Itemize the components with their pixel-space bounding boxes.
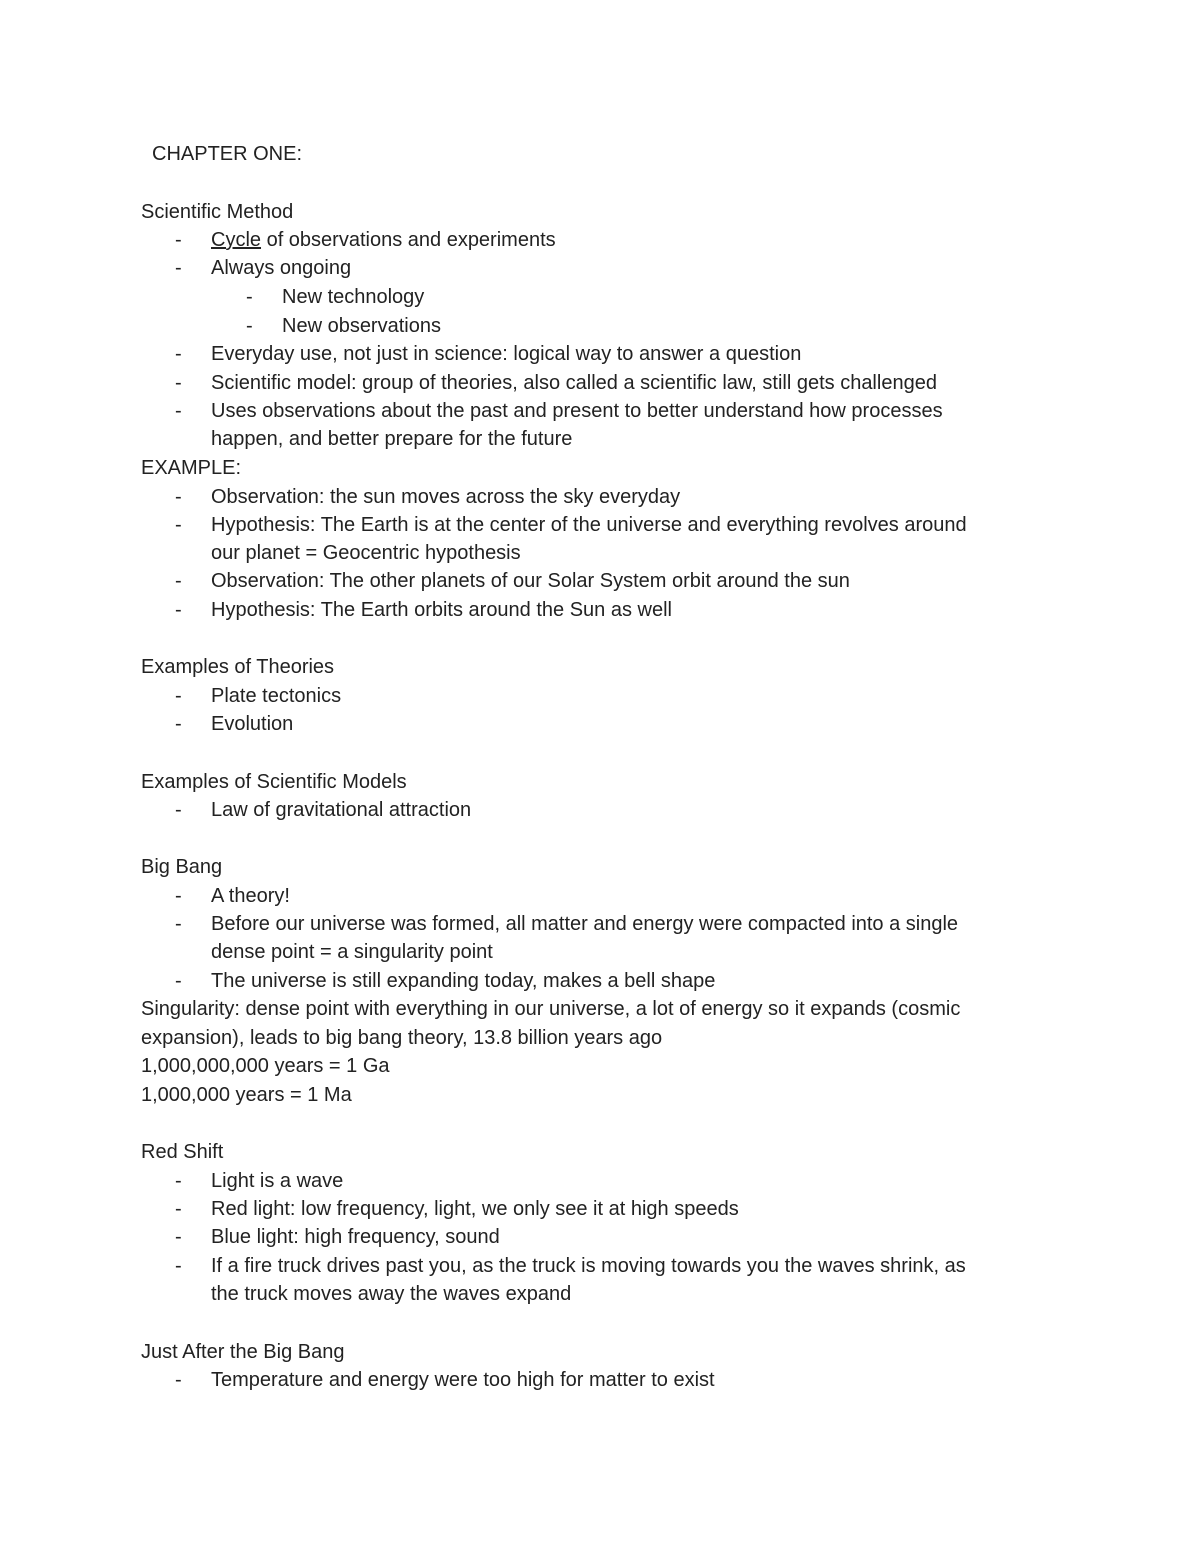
sub-list-item-new-observations: New observations [282, 315, 441, 337]
bullet-dash: - [175, 400, 182, 422]
bullet-dash: - [175, 343, 182, 365]
section-heading-big-bang: Big Bang [141, 856, 223, 878]
section-heading-scientific-method: Scientific Method [141, 201, 294, 223]
section-heading-red-shift: Red Shift [141, 1141, 224, 1163]
list-item-before-universe: Before our universe was formed, all matter and energy were compacted into a single [211, 913, 959, 935]
bullet-dash: - [175, 372, 182, 394]
bullet-dash: - [175, 599, 182, 621]
bullet-dash: - [175, 229, 182, 251]
list-item-red-light: Red light: low frequency, light, we only see it at high speeds [211, 1198, 739, 1220]
section-heading-after-big-bang: Just After the Big Bang [141, 1341, 345, 1363]
list-item-observation-sun: Observation: the sun moves across the sky everyday [211, 486, 681, 508]
list-item-observation-planets: Observation: The other planets of our Solar System orbit around the sun [211, 570, 850, 592]
bullet-dash: - [175, 885, 182, 907]
bullet-dash: - [175, 685, 182, 707]
list-item-a-theory: A theory! [211, 885, 290, 907]
paragraph-ga: 1,000,000,000 years = 1 Ga [141, 1055, 390, 1077]
list-item-temperature: Temperature and energy were too high for matter to exist [211, 1369, 715, 1391]
bullet-dash: - [175, 913, 182, 935]
list-item-plate-tectonics: Plate tectonics [211, 685, 342, 707]
section-heading-example: EXAMPLE: [141, 457, 242, 479]
section-heading-theories: Examples of Theories [141, 656, 335, 678]
bullet-dash: - [175, 1226, 182, 1248]
underlined-word: Cycle [211, 229, 262, 251]
list-item-cycle [211, 226, 556, 254]
bullet-dash: - [175, 799, 182, 821]
list-item-uses-observations: Uses observations about the past and present to better understand how processes [211, 400, 943, 422]
bullet-dash: - [175, 1198, 182, 1220]
list-item-always-ongoing: Always ongoing [211, 257, 352, 279]
bullet-dash: - [175, 514, 182, 536]
list-item-hypothesis-earth-orbits: Hypothesis: The Earth orbits around the Sun as well [211, 599, 672, 621]
list-item-hypothesis-geocentric-cont: our planet = Geocentric hypothesis [211, 542, 521, 564]
list-item-scientific-model: Scientific model: group of theories, also called a scientific law, still gets challenged [211, 372, 937, 394]
bullet-dash: - [246, 286, 253, 308]
sub-list-item-new-technology: New technology [282, 286, 425, 308]
bullet-dash: - [246, 315, 253, 337]
list-item-everyday-use: Everyday use, not just in science: logical way to answer a question [211, 343, 802, 365]
bullet-dash: - [175, 486, 182, 508]
bullet-dash: - [175, 970, 182, 992]
chapter-title: CHAPTER ONE: [152, 143, 303, 165]
list-item-gravitation: Law of gravitational attraction [211, 799, 472, 821]
list-item-fire-truck: If a fire truck drives past you, as the truck is moving towards you the waves shrink, as [211, 1255, 966, 1277]
list-item-hypothesis-geocentric: Hypothesis: The Earth is at the center of the universe and everything revolves around [211, 514, 967, 536]
bullet-dash: - [175, 713, 182, 735]
bullet-dash: - [175, 257, 182, 279]
section-heading-models: Examples of Scientific Models [141, 771, 407, 793]
bullet-dash: - [175, 1369, 182, 1391]
paragraph-ma: 1,000,000 years = 1 Ma [141, 1084, 352, 1106]
bullet-dash: - [175, 570, 182, 592]
bullet-dash: - [175, 1255, 182, 1277]
list-item-before-universe-cont: dense point = a singularity point [211, 941, 493, 963]
list-item-blue-light: Blue light: high frequency, sound [211, 1226, 500, 1248]
list-item-light-wave: Light is a wave [211, 1170, 344, 1192]
list-item-uses-observations-cont: happen, and better prepare for the future [211, 428, 573, 450]
list-item-text: of observations and experiments [261, 229, 556, 251]
list-item-evolution: Evolution [211, 713, 294, 735]
list-item-expanding: The universe is still expanding today, makes a bell shape [211, 970, 716, 992]
paragraph-singularity-cont: expansion), leads to big bang theory, 13.8 billion years ago [141, 1027, 663, 1049]
list-item-fire-truck-cont: the truck moves away the waves expand [211, 1283, 572, 1305]
bullet-dash: - [175, 1170, 182, 1192]
paragraph-singularity: Singularity: dense point with everything in our universe, a lot of energy so it expands (cosmic [141, 998, 961, 1020]
